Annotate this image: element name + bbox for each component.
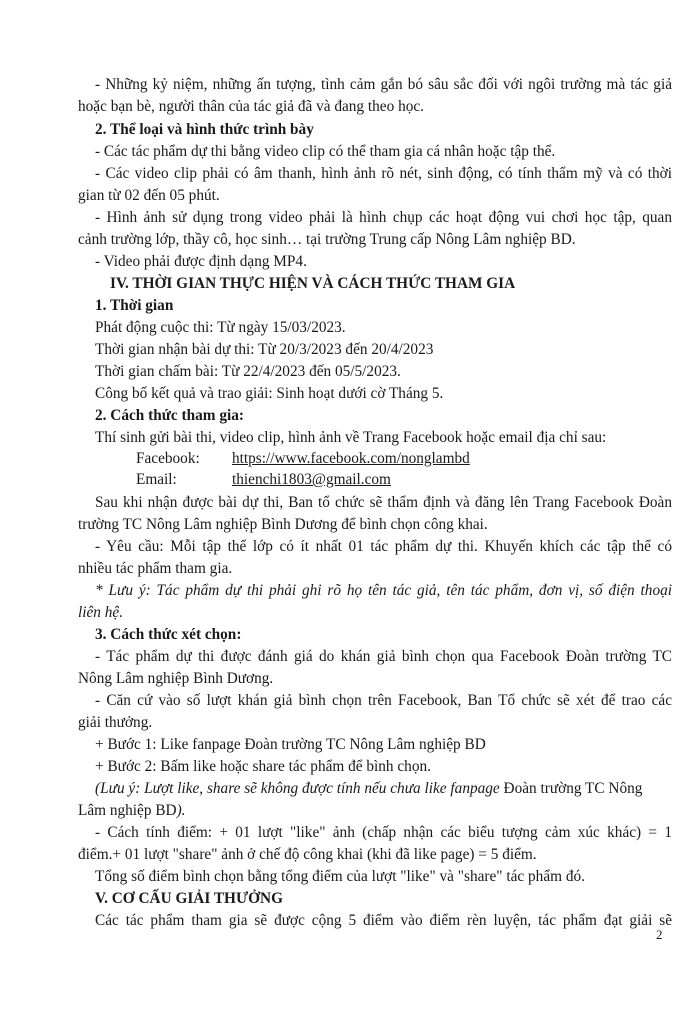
genre-item-2-cont: gian từ 02 đến 05 phút. <box>78 187 220 204</box>
genre-item-4: - Video phải được định dạng MP4. <box>95 253 307 270</box>
time-heading: 1. Thời gian <box>95 297 174 314</box>
page-number: 2 <box>656 927 663 942</box>
step-2: + Bước 2: Bấm like hoặc share tác phẩm để bình chọn. <box>95 758 431 775</box>
memories-line-2: hoặc bạn bè, người thân của tác giả đã và đang theo học. <box>78 98 424 115</box>
step-note-line-2-normal: Lâm nghiệp BD <box>78 802 177 819</box>
step-note-line-2 <box>78 800 186 822</box>
scoring-line-1: - Cách tính điểm: + 01 lượt "like" ảnh (chấp nhận các biểu tượng cảm xúc khác) = 1 <box>95 824 672 841</box>
facebook-link[interactable]: https://www.facebook.com/nonglambd <box>232 450 470 467</box>
step-1: + Bước 1: Like fanpage Đoàn trường TC Nông Lâm nghiệp BD <box>95 736 486 753</box>
requirement-line-1: - Yêu cầu: Mỗi tập thể lớp có ít nhất 01 tác phẩm dự thi. Khuyến khích các tập thể có <box>95 538 672 555</box>
note-line-2: liên hệ. <box>78 604 124 621</box>
scoring-total: Tổng số điểm bình chọn bằng tổng điểm của lượt "like" và "share" tác phẩm đó. <box>95 868 585 885</box>
memories-line-1: - Những kỷ niệm, những ấn tượng, tình cảm gắn bó sâu sắc đối với ngôi trường mà tác giả <box>95 76 672 93</box>
step-note-italic: (Lưu ý: Lượt like, share sẽ không được tính nếu chưa like fanpage <box>95 780 504 797</box>
email-link[interactable]: thienchi1803@gmail.com <box>232 471 391 488</box>
time-item-4: Công bố kết quả và trao giải: Sinh hoạt dưới cờ Tháng 5. <box>95 385 444 402</box>
judging-line-3: - Căn cứ vào số lượt khán giả bình chọn trên Facebook, Ban Tổ chức sẽ xét để trao các <box>95 692 672 709</box>
genre-item-3: - Hình ảnh sử dụng trong video phải là hình chụp các hoạt động vui chơi học tập, quan <box>95 209 672 226</box>
judging-heading: 3. Cách thức xét chọn: <box>95 626 242 643</box>
scoring-line-2: điểm.+ 01 lượt "share" ảnh ở chế độ công khai (khi đã like page) = 5 điểm. <box>78 846 537 863</box>
participation-heading: 2. Cách thức tham gia: <box>95 407 244 424</box>
step-note-line-1 <box>95 778 642 800</box>
step-note-rest: Đoàn trường TC Nông <box>503 780 643 797</box>
time-item-3: Thời gian chấm bài: Từ 22/4/2023 đến 05/5/2023. <box>95 363 401 380</box>
step-note-line-2-italic: ). <box>176 802 186 819</box>
facebook-label: Facebook: <box>136 450 200 467</box>
time-item-1: Phát động cuộc thi: Từ ngày 15/03/2023. <box>95 319 346 336</box>
after-receive-line-2: trường TC Nông Lâm nghiệp Bình Dương để bình chọn công khai. <box>78 516 488 533</box>
requirement-line-2: nhiều tác phẩm tham gia. <box>78 560 233 577</box>
genre-heading: 2. Thể loại và hình thức trình bày <box>95 121 314 138</box>
section5-line-1: Các tác phẩm tham gia sẽ được cộng 5 điểm vào điểm rèn luyện, tác phẩm đạt giải sẽ <box>95 912 672 929</box>
section5-heading: V. CƠ CẤU GIẢI THƯỞNG <box>95 890 283 907</box>
participation-intro: Thí sinh gửi bài thi, video clip, hình ảnh về Trang Facebook hoặc email địa chỉ sau: <box>95 429 607 446</box>
after-receive-line-1: Sau khi nhận được bài dự thi, Ban tổ chức sẽ thẩm định và đăng lên Trang Facebook Đoàn <box>95 494 672 511</box>
time-item-2: Thời gian nhận bài dự thi: Từ 20/3/2023 đến 20/4/2023 <box>95 341 434 358</box>
judging-line-4: giải thưởng. <box>78 714 153 731</box>
judging-line-2: Nông Lâm nghiệp Bình Dương. <box>78 670 274 687</box>
email-label: Email: <box>136 471 177 488</box>
genre-item-2: - Các video clip phải có âm thanh, hình ảnh rõ nét, sinh động, có tính thẩm mỹ và có thời <box>95 165 672 182</box>
section4-heading: IV. THỜI GIAN THỰC HIỆN VÀ CÁCH THỨC THAM GIA <box>110 275 516 292</box>
genre-item-1: - Các tác phẩm dự thi bằng video clip có thể tham gia cá nhân hoặc tập thể. <box>95 143 556 160</box>
genre-item-3-cont: cảnh trường lớp, thầy cô, học sinh… tại trường Trung cấp Nông Lâm nghiệp BD. <box>78 231 576 248</box>
note-line-1: * Lưu ý: Tác phẩm dự thi phải ghi rõ họ tên tác giả, tên tác phẩm, đơn vị, số điện thoại <box>95 582 672 599</box>
judging-line-1: - Tác phẩm dự thi được đánh giá do khán giả bình chọn qua Facebook Đoàn trường TC <box>95 648 672 665</box>
